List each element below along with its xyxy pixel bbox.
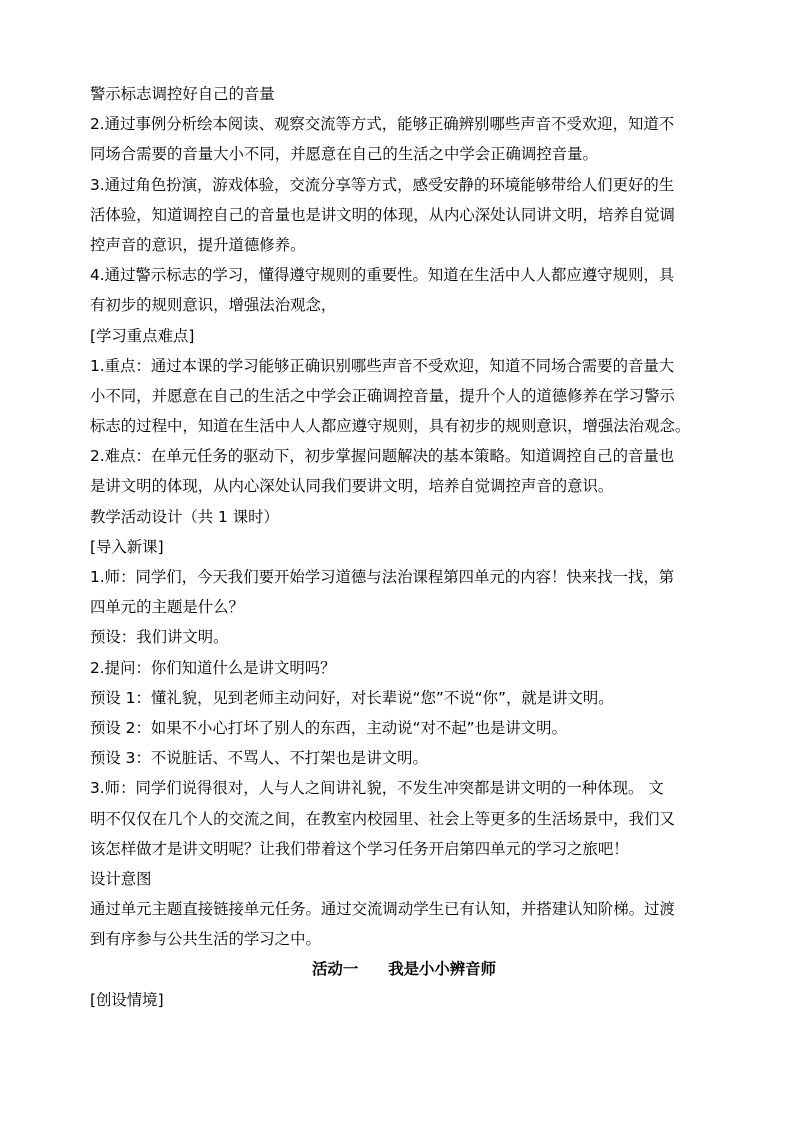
text-line: 2.提问：你们知道什么是讲文明吗？	[90, 658, 336, 677]
text-line: 到有序参与公共生活的学习之中。	[90, 930, 321, 949]
activity-heading	[90, 954, 706, 984]
text-line: 是讲文明的体现，从内心深处认同我们要讲文明，培养自觉调控声音的意识。	[90, 477, 614, 496]
activity-title: 我是小小辨音师	[388, 960, 496, 979]
section-label: [导入新课]	[90, 537, 164, 556]
section-title: 设计意图	[90, 869, 152, 888]
text-line: 4.通过警示标志的学习，懂得遵守规则的重要性。知道在生活中人人都应遵守规则，具	[90, 266, 675, 285]
text-line: 警示标志调控好自己的音量	[90, 85, 275, 103]
text-line: 预设：我们讲文明。	[90, 628, 229, 647]
text-line: 预设 2：如果不小心打坏了别人的东西，主动说“对不起”也是讲文明。	[90, 718, 567, 737]
text-line: 活体验，知道调控自己的音量也是讲文明的体现，从内心深处认同讲文明，培养自觉调	[90, 205, 675, 224]
text-line: 标志的过程中，知道在生活中人人都应遵守规则，具有初步的规则意识，增强法治观念。	[90, 417, 691, 436]
text-line: 3.通过角色扮演，游戏体验，交流分享等方式，感受安静的环境能够带给人们更好的生	[90, 175, 675, 194]
text-line: 小不同，并愿意在自己的生活之中学会正确调控音量，提升个人的道德修养在学习警示	[90, 386, 675, 405]
section-label: [创设情境]	[90, 990, 164, 1009]
text-line: 预设 3：不说脏话、不骂人、不打架也是讲文明。	[90, 749, 428, 768]
text-line: 1.师：同学们，今天我们要开始学习道德与法治课程第四单元的内容！快来找一找，第	[90, 568, 675, 586]
text-line: 有初步的规则意识，增强法治观念，	[90, 296, 337, 315]
activity-label: 活动一	[312, 960, 359, 979]
text-line: 1.重点：通过本课的学习能够正确识别哪些声音不受欢迎，知道不同场合需要的音量大	[90, 356, 675, 375]
text-line: 3.师：同学们说得很对，人与人之间讲礼貌，不发生冲突都是讲文明的一种体现。 文	[90, 779, 664, 798]
text-line: 2.通过事例分析绘本阅读、观察交流等方式，能够正确辨别哪些声音不受欢迎，知道不	[90, 115, 675, 134]
text-line: 预设 1：懂礼貌，见到老师主动问好，对长辈说“您”不说“你”，就是讲文明。	[90, 688, 614, 707]
text-line: 明不仅仅在几个人的交流之间，在教室内校园里、社会上等更多的生活场景中，我们又	[90, 809, 675, 828]
section-label: [学习重点难点]	[90, 326, 195, 345]
text-line: 该怎样做才是讲文明呢？让我们带着这个学习任务开启第四单元的学习之旅吧！	[90, 839, 629, 858]
text-line: 四单元的主题是什么？	[90, 598, 244, 617]
section-title: 教学活动设计（共 1 课时）	[90, 507, 279, 526]
document-body	[90, 79, 706, 1015]
text-line: 通过单元主题直接链接单元任务。通过交流调动学生已有认知，并搭建认知阶梯。过渡	[90, 900, 675, 919]
text-line: 2.难点：在单元任务的驱动下，初步掌握问题解决的基本策略。知道调控自己的音量也	[90, 447, 675, 466]
text-line: 控声音的意识，提升道德修养。	[90, 235, 306, 254]
text-line: 同场合需要的音量大小不同，并愿意在自己的生活之中学会正确调控音量。	[90, 145, 598, 164]
